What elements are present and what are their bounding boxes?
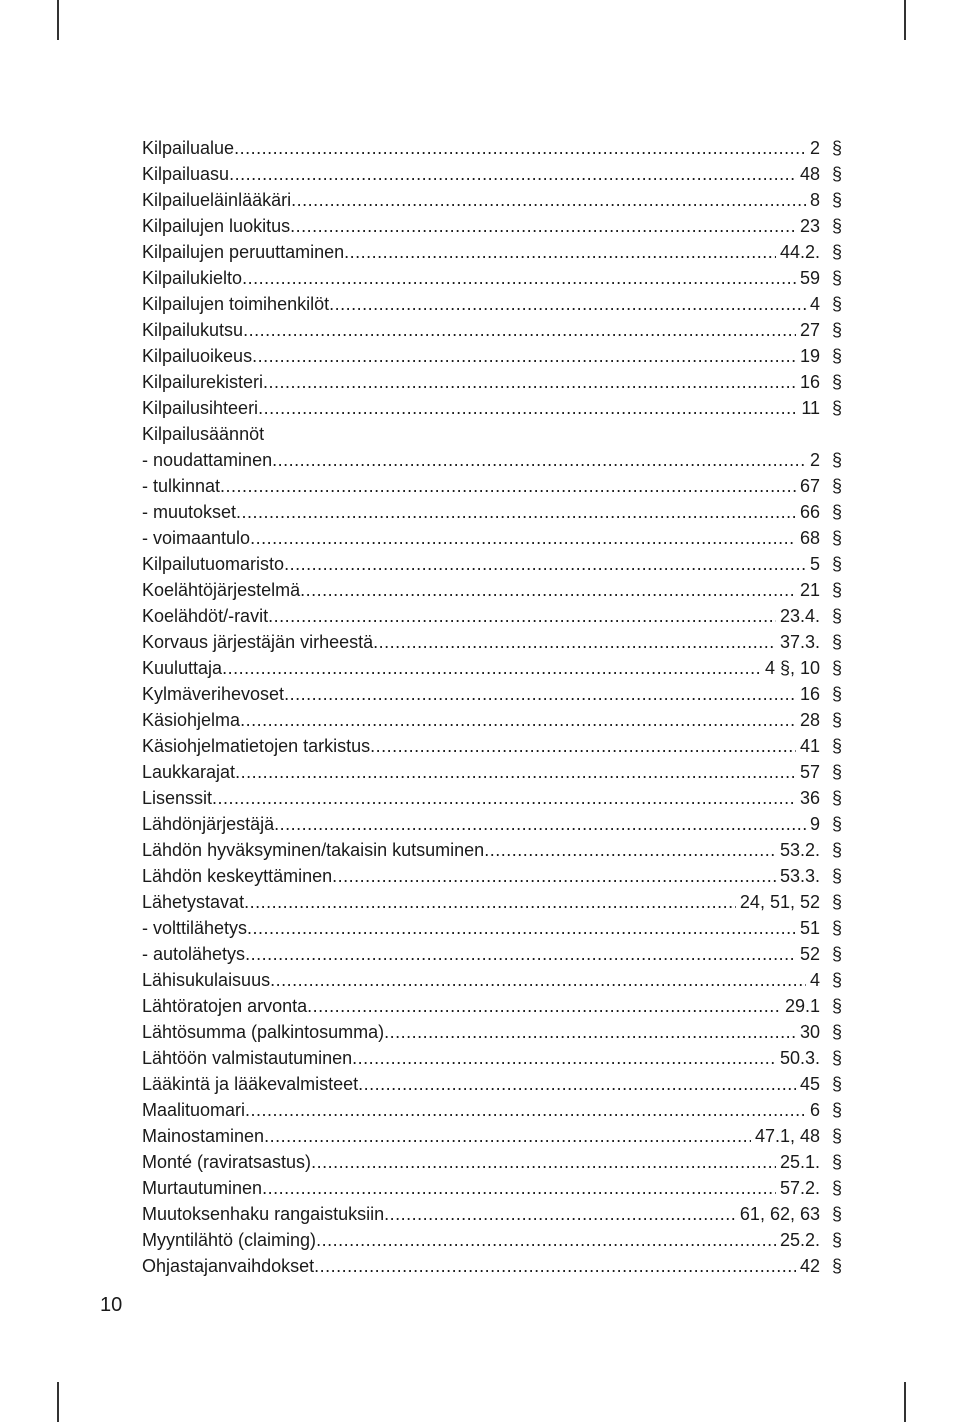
section-sign-icon: §: [831, 554, 842, 574]
index-term: Lähtöön valmistautuminen: [142, 1048, 353, 1068]
index-entry: [142, 707, 842, 733]
index-reference: 5: [809, 554, 820, 574]
section-sign-icon: §: [831, 1126, 842, 1146]
index-reference: 2: [809, 450, 820, 470]
index-reference: 21: [799, 580, 820, 600]
index-term: Kilpailueläinlääkäri: [142, 190, 292, 210]
index-entry: [142, 213, 842, 239]
index-term: Lähdön keskeyttäminen: [142, 866, 333, 886]
dot-leader: [234, 135, 806, 161]
section-sign-icon: §: [831, 450, 842, 470]
index-entry: [142, 915, 842, 941]
index-term: Kilpailukielto: [142, 268, 243, 288]
index-entry: [142, 785, 842, 811]
index-term: Käsiohjelma: [142, 710, 241, 730]
index-term: Murtautuminen: [142, 1178, 263, 1198]
index-term: Korvaus järjestäjän virheestä: [142, 632, 374, 652]
section-sign-icon: §: [831, 736, 842, 756]
index-entry: [142, 811, 842, 837]
index-entry: [142, 343, 842, 369]
index-reference: 57.2.: [779, 1178, 820, 1198]
index-entry: [142, 889, 842, 915]
index-reference: 4 §, 10: [764, 658, 820, 678]
section-sign-icon: §: [831, 996, 842, 1016]
dot-leader: [484, 837, 776, 863]
index-term: Lähdön hyväksyminen/takaisin kutsuminen: [142, 840, 485, 860]
index-entry: [142, 733, 842, 759]
dot-leader: [272, 447, 806, 473]
index-term: Mainostaminen: [142, 1126, 265, 1146]
index-term: Kylmäverihevoset: [142, 684, 285, 704]
index-term: Maalituomari: [142, 1100, 246, 1120]
dot-leader: [384, 1019, 796, 1045]
index-entry: [142, 655, 842, 681]
index-reference: 16: [799, 684, 820, 704]
index-reference: 66: [799, 502, 820, 522]
dot-leader: [373, 629, 776, 655]
index-term: Monté (raviratsastus): [142, 1152, 312, 1172]
index-term: Muutoksenhaku rangaistuksiin: [142, 1204, 385, 1224]
dot-leader: [314, 1253, 796, 1279]
index-reference: 23.4.: [779, 606, 820, 626]
dot-leader: [212, 785, 796, 811]
dot-leader: [252, 343, 796, 369]
section-sign-icon: §: [831, 814, 842, 834]
crop-mark-bottom-right: [904, 1382, 906, 1422]
index-entry: [142, 681, 842, 707]
index-term: Kilpailusihteeri: [142, 398, 259, 418]
dot-leader: [244, 889, 736, 915]
dot-leader: [384, 1201, 736, 1227]
index-reference: 57: [799, 762, 820, 782]
dot-leader: [274, 811, 806, 837]
section-sign-icon: §: [831, 268, 842, 288]
index-reference: 24, 51, 52: [739, 892, 820, 912]
index-entry: [142, 837, 842, 863]
index-term: - muutokset: [142, 502, 237, 522]
index-entry: [142, 291, 842, 317]
dot-leader: [247, 915, 796, 941]
index-entry: [142, 1149, 842, 1175]
index-entry: [142, 239, 842, 265]
section-sign-icon: §: [831, 372, 842, 392]
dot-leader: [264, 1123, 751, 1149]
index-entry: [142, 395, 842, 421]
section-sign-icon: §: [831, 606, 842, 626]
index-reference: 51: [799, 918, 820, 938]
index-reference: 9: [809, 814, 820, 834]
dot-leader: [235, 759, 796, 785]
index-term: Kuuluttaja: [142, 658, 223, 678]
index-entry: [142, 161, 842, 187]
index-reference: 30: [799, 1022, 820, 1042]
dot-leader: [344, 239, 776, 265]
index-entry: [142, 1071, 842, 1097]
dot-leader: [307, 993, 781, 1019]
section-sign-icon: §: [831, 502, 842, 522]
dot-leader: [245, 941, 796, 967]
index-reference: 44.2.: [779, 242, 820, 262]
dot-leader: [242, 265, 796, 291]
crop-mark-bottom-left: [57, 1382, 59, 1422]
index-reference: 52: [799, 944, 820, 964]
section-sign-icon: §: [831, 1204, 842, 1224]
dot-leader: [316, 1227, 776, 1253]
dot-leader: [262, 1175, 776, 1201]
index-reference: 53.2.: [779, 840, 820, 860]
crop-mark-top-left: [57, 0, 59, 40]
index-term: - tulkinnat: [142, 476, 221, 496]
section-sign-icon: §: [831, 320, 842, 340]
section-sign-icon: §: [831, 398, 842, 418]
index-reference: 8: [809, 190, 820, 210]
index-term: Lähtösumma (palkintosumma): [142, 1022, 385, 1042]
section-sign-icon: §: [831, 970, 842, 990]
index-reference: 2: [809, 138, 820, 158]
index-term: Lähisukulaisuus: [142, 970, 271, 990]
index-reference: 25.1.: [779, 1152, 820, 1172]
dot-leader: [243, 317, 796, 343]
index-term: Kilpailujen peruuttaminen: [142, 242, 345, 262]
dot-leader: [291, 187, 806, 213]
index-term: Lähdönjärjestäjä: [142, 814, 275, 834]
dot-leader: [220, 473, 796, 499]
page-number: 10: [100, 1294, 123, 1316]
index-reference: 16: [799, 372, 820, 392]
index-entry: [142, 1201, 842, 1227]
index-reference: 23: [799, 216, 820, 236]
index-entry: [142, 1097, 842, 1123]
section-sign-icon: §: [831, 918, 842, 938]
index-entry: [142, 551, 842, 577]
index-entry: [142, 993, 842, 1019]
index-entry: [142, 135, 842, 161]
index-reference: 27: [799, 320, 820, 340]
section-sign-icon: §: [831, 346, 842, 366]
index-entry: [142, 265, 842, 291]
section-sign-icon: §: [831, 710, 842, 730]
index-term: - voimaantulo: [142, 528, 251, 548]
section-sign-icon: §: [831, 1022, 842, 1042]
index-reference: 47.1, 48: [754, 1126, 820, 1146]
index-reference: 37.3.: [779, 632, 820, 652]
index-entry: [142, 1019, 842, 1045]
index-term: - noudattaminen: [142, 450, 273, 470]
index-entry: [142, 187, 842, 213]
section-sign-icon: §: [831, 1152, 842, 1172]
index-reference: 45: [799, 1074, 820, 1094]
section-sign-icon: §: [831, 1256, 842, 1276]
index-reference: 4: [809, 970, 820, 990]
index-entry: [142, 759, 842, 785]
index-entry: [142, 447, 842, 473]
index-reference: 11: [801, 398, 820, 418]
dot-leader: [268, 603, 776, 629]
index-entry: [142, 1175, 842, 1201]
index-entry: [142, 1123, 842, 1149]
index-reference: 48: [799, 164, 820, 184]
index-entry: [142, 525, 842, 551]
index-reference: 42: [799, 1256, 820, 1276]
section-sign-icon: §: [831, 762, 842, 782]
section-sign-icon: §: [831, 892, 842, 912]
dot-leader: [370, 733, 796, 759]
section-sign-icon: §: [831, 658, 842, 678]
dot-leader: [236, 499, 796, 525]
section-sign-icon: §: [831, 294, 842, 314]
index-entry: [142, 863, 842, 889]
index-reference: 28: [799, 710, 820, 730]
dot-leader: [300, 577, 796, 603]
section-sign-icon: §: [831, 866, 842, 886]
dot-leader: [222, 655, 761, 681]
section-sign-icon: §: [831, 242, 842, 262]
index-term: Kilpailuasu: [142, 164, 230, 184]
dot-leader: [263, 369, 796, 395]
index-entry: [142, 1227, 842, 1253]
index-entry: [142, 1253, 842, 1279]
section-sign-icon: §: [831, 944, 842, 964]
index-reference: 68: [799, 528, 820, 548]
section-sign-icon: §: [831, 1074, 842, 1094]
section-sign-icon: §: [831, 190, 842, 210]
dot-leader: [358, 1071, 796, 1097]
index-reference: 6: [809, 1100, 820, 1120]
section-sign-icon: §: [831, 580, 842, 600]
dot-leader: [284, 551, 806, 577]
index-term: - autolähetys: [142, 944, 246, 964]
section-sign-icon: §: [831, 1178, 842, 1198]
index-entry: [142, 603, 842, 629]
section-sign-icon: §: [831, 632, 842, 652]
dot-leader: [258, 395, 797, 421]
index-reference: 25.2.: [779, 1230, 820, 1250]
index-reference: 53.3.: [779, 866, 820, 886]
index-entry: [142, 577, 842, 603]
index-term: Lähetystavat: [142, 892, 245, 912]
section-sign-icon: §: [831, 788, 842, 808]
index-term: Kilpailuoikeus: [142, 346, 253, 366]
index-term: Koelähdöt/-ravit: [142, 606, 269, 626]
index-term: Lääkintä ja lääkevalmisteet: [142, 1074, 359, 1094]
section-sign-icon: §: [831, 840, 842, 860]
index-term: Kilpailurekisteri: [142, 372, 264, 392]
index-term: Käsiohjelmatietojen tarkistus: [142, 736, 371, 756]
index-reference: 4: [809, 294, 820, 314]
dot-leader: [250, 525, 796, 551]
index-reference: 19: [799, 346, 820, 366]
section-sign-icon: §: [831, 476, 842, 496]
index-term: - volttilähetys: [142, 918, 248, 938]
section-sign-icon: §: [831, 528, 842, 548]
dot-leader: [332, 863, 776, 889]
section-sign-icon: §: [831, 684, 842, 704]
index-entry: [142, 967, 842, 993]
index-reference: 36: [799, 788, 820, 808]
index-entry: [142, 629, 842, 655]
dot-leader: [229, 161, 796, 187]
section-sign-icon: §: [831, 1100, 842, 1120]
dot-leader: [329, 291, 806, 317]
section-sign-icon: §: [831, 1048, 842, 1068]
index-term: Kilpailutuomaristo: [142, 554, 285, 574]
index-term: Kilpailujen luokitus: [142, 216, 291, 236]
index-entry: [142, 317, 842, 343]
index-term: Kilpailujen toimihenkilöt: [142, 294, 330, 314]
index-term: Myyntilähtö (claiming): [142, 1230, 317, 1250]
index-reference: 50.3.: [779, 1048, 820, 1068]
index-reference: 61, 62, 63: [739, 1204, 820, 1224]
section-sign-icon: §: [831, 138, 842, 158]
index-reference: 59: [799, 268, 820, 288]
index-term: Kilpailualue: [142, 138, 235, 158]
section-sign-icon: §: [831, 1230, 842, 1250]
index-term: Koelähtöjärjestelmä: [142, 580, 301, 600]
index-entry: [142, 421, 842, 447]
index-reference: 41: [799, 736, 820, 756]
dot-leader: [311, 1149, 776, 1175]
dot-leader: [284, 681, 796, 707]
index-reference: 67: [799, 476, 820, 496]
index-entry: [142, 1045, 842, 1071]
index-term: Ohjastajanvaihdokset: [142, 1256, 315, 1276]
index-term: Lisenssit: [142, 788, 213, 808]
index-entry: [142, 369, 842, 395]
index-entry: [142, 499, 842, 525]
index-entry: [142, 941, 842, 967]
index-reference: 29.1: [784, 996, 820, 1016]
section-sign-icon: §: [831, 216, 842, 236]
index-term: Lähtöratojen arvonta: [142, 996, 308, 1016]
index-list: [142, 135, 842, 1279]
index-term: Kilpailukutsu: [142, 320, 244, 340]
index-term: Kilpailusäännöt: [142, 424, 265, 444]
dot-leader: [290, 213, 796, 239]
crop-mark-top-right: [904, 0, 906, 40]
dot-leader: [240, 707, 796, 733]
dot-leader: [245, 1097, 806, 1123]
dot-leader: [270, 967, 806, 993]
dot-leader: [352, 1045, 776, 1071]
index-entry: [142, 473, 842, 499]
section-sign-icon: §: [831, 164, 842, 184]
index-term: Laukkarajat: [142, 762, 236, 782]
